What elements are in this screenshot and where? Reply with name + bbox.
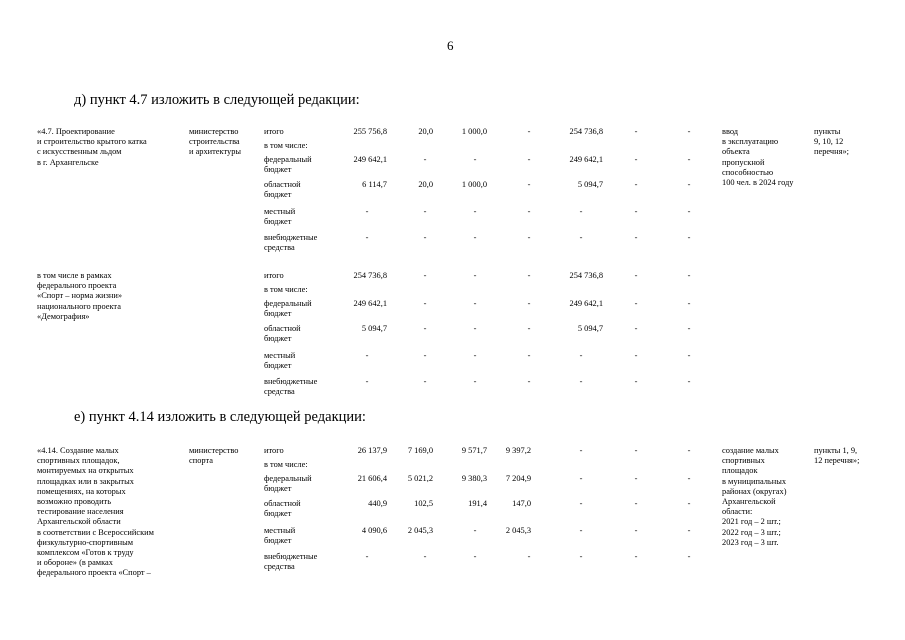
funding-source-label: местный бюджет — [264, 526, 296, 546]
value-cell: - — [579, 233, 583, 242]
value-cell: - — [579, 207, 583, 216]
value-cell: - — [634, 377, 638, 386]
value-cell: - — [527, 324, 531, 333]
page-number: 6 — [447, 38, 454, 53]
value-cell: - — [423, 155, 427, 164]
value-cell: - — [634, 127, 638, 136]
value-cell: - — [634, 499, 638, 508]
measure-title: в том числе в рамках федерального проекта «Спорт – норма жизни» национального проекта «Демография» — [37, 271, 123, 321]
value-cell: - — [687, 207, 691, 216]
value-cell: - — [579, 377, 583, 386]
value-cell: - — [579, 351, 583, 360]
value-cell: 21 606,4 — [357, 474, 387, 483]
value-cell: 440,9 — [368, 499, 387, 508]
value-cell: - — [634, 233, 638, 242]
value-cell: - — [687, 233, 691, 242]
value-cell: - — [579, 499, 583, 508]
measure-title: «4.14. Создание малых спортивных площадок, монтируемых на открытых площадках или в закрытых помещениях, на которых возможно проводить тестирование населения Архангельской области в соответствии с Всероссийским физкультурно-спортивным комплексом «Готов к труду и обороне» (в рамках федерального проекта «Спорт – — [37, 446, 154, 578]
value-cell: - — [579, 474, 583, 483]
value-cell: - — [634, 155, 638, 164]
value-cell: 7 169,0 — [407, 446, 433, 455]
value-cell: 9 380,3 — [461, 474, 487, 483]
value-cell: 4 090,6 — [361, 526, 387, 535]
value-cell: - — [687, 271, 691, 280]
value-cell: 191,4 — [468, 499, 487, 508]
value-cell: 102,5 — [414, 499, 433, 508]
funding-source-label: итого — [264, 446, 284, 455]
reference: пункты 9, 10, 12 перечня»; — [814, 127, 849, 157]
value-cell: - — [423, 377, 427, 386]
funding-source-label: федеральный бюджет — [264, 474, 312, 494]
value-cell: - — [634, 351, 638, 360]
value-cell: - — [687, 474, 691, 483]
result-indicator: ввод в эксплуатацию объекта пропускной способностью 100 чел. в 2024 году — [722, 127, 794, 188]
value-cell: - — [527, 377, 531, 386]
value-cell: - — [634, 446, 638, 455]
result-indicator: создание малых спортивных площадок в муниципальных районах (округах) Архангельской области: 2021 год – 2 шт.; 2022 год – 3 шт.; 2023 год – 3 шт. — [722, 446, 787, 547]
value-cell: 249 642,1 — [569, 299, 603, 308]
funding-source-label: областной бюджет — [264, 324, 301, 344]
value-cell: 1 000,0 — [461, 127, 487, 136]
reference: пункты 1, 9, 12 перечня»; — [814, 446, 860, 466]
value-cell: - — [473, 271, 477, 280]
value-cell: 20,0 — [418, 180, 433, 189]
value-cell: - — [687, 377, 691, 386]
value-cell: 255 756,8 — [353, 127, 387, 136]
value-cell: - — [473, 233, 477, 242]
value-cell: - — [365, 351, 369, 360]
value-cell: 2 045,3 — [407, 526, 433, 535]
funding-source-label: итого — [264, 127, 284, 136]
value-cell: - — [423, 207, 427, 216]
value-cell: - — [687, 324, 691, 333]
value-cell: - — [423, 233, 427, 242]
value-cell: - — [527, 271, 531, 280]
funding-source-label: в том числе: — [264, 285, 308, 294]
value-cell: - — [527, 155, 531, 164]
value-cell: 254 736,8 — [569, 271, 603, 280]
section-heading: е) пункт 4.14 изложить в следующей редакции: — [74, 409, 366, 425]
value-cell: - — [687, 446, 691, 455]
value-cell: - — [579, 552, 583, 561]
value-cell: - — [687, 180, 691, 189]
value-cell: 1 000,0 — [461, 180, 487, 189]
funding-source-label: областной бюджет — [264, 180, 301, 200]
value-cell: - — [473, 552, 477, 561]
value-cell: - — [634, 180, 638, 189]
value-cell: - — [527, 127, 531, 136]
value-cell: - — [423, 299, 427, 308]
value-cell: 249 642,1 — [353, 155, 387, 164]
value-cell: 254 736,8 — [353, 271, 387, 280]
value-cell: 254 736,8 — [569, 127, 603, 136]
value-cell: - — [579, 446, 583, 455]
value-cell: - — [365, 233, 369, 242]
value-cell: - — [423, 351, 427, 360]
funding-source-label: федеральный бюджет — [264, 155, 312, 175]
executor: министерство строительства и архитектуры — [189, 127, 242, 157]
value-cell: - — [634, 552, 638, 561]
value-cell: 6 114,7 — [362, 180, 387, 189]
value-cell: - — [527, 351, 531, 360]
value-cell: - — [365, 377, 369, 386]
value-cell: - — [687, 127, 691, 136]
value-cell: - — [473, 526, 477, 535]
value-cell: 5 021,2 — [407, 474, 433, 483]
value-cell: - — [423, 552, 427, 561]
funding-source-label: в том числе: — [264, 460, 308, 469]
funding-source-label: в том числе: — [264, 141, 308, 150]
funding-source-label: областной бюджет — [264, 499, 301, 519]
executor: министерство спорта — [189, 446, 239, 466]
funding-source-label: внебюджетные средства — [264, 377, 318, 397]
value-cell: - — [473, 207, 477, 216]
measure-title: «4.7. Проектирование и строительство крытого катка с искусственным льдом в г. Архангельске — [37, 127, 147, 167]
section-heading: д) пункт 4.7 изложить в следующей редакции: — [74, 92, 360, 108]
funding-source-label: местный бюджет — [264, 351, 296, 371]
value-cell: 249 642,1 — [569, 155, 603, 164]
value-cell: - — [687, 552, 691, 561]
value-cell: - — [527, 299, 531, 308]
value-cell: - — [634, 526, 638, 535]
value-cell: - — [634, 474, 638, 483]
value-cell: - — [634, 324, 638, 333]
value-cell: - — [473, 377, 477, 386]
value-cell: 5 094,7 — [577, 324, 603, 333]
value-cell: - — [473, 155, 477, 164]
value-cell: - — [527, 552, 531, 561]
value-cell: - — [473, 299, 477, 308]
funding-source-label: внебюджетные средства — [264, 233, 318, 253]
value-cell: - — [365, 552, 369, 561]
value-cell: - — [473, 351, 477, 360]
value-cell: - — [634, 299, 638, 308]
value-cell: 249 642,1 — [353, 299, 387, 308]
value-cell: - — [365, 207, 369, 216]
funding-source-label: местный бюджет — [264, 207, 296, 227]
value-cell: - — [687, 299, 691, 308]
value-cell: 20,0 — [418, 127, 433, 136]
value-cell: - — [579, 526, 583, 535]
funding-source-label: итого — [264, 271, 284, 280]
funding-source-label: федеральный бюджет — [264, 299, 312, 319]
value-cell: - — [527, 233, 531, 242]
value-cell: - — [423, 324, 427, 333]
value-cell: - — [527, 207, 531, 216]
value-cell: 9 397,2 — [505, 446, 531, 455]
value-cell: - — [687, 499, 691, 508]
value-cell: 5 094,7 — [361, 324, 387, 333]
value-cell: - — [423, 271, 427, 280]
value-cell: 9 571,7 — [461, 446, 487, 455]
value-cell: - — [634, 207, 638, 216]
value-cell: - — [473, 324, 477, 333]
value-cell: - — [687, 526, 691, 535]
value-cell: - — [687, 155, 691, 164]
value-cell: - — [527, 180, 531, 189]
value-cell: 26 137,9 — [357, 446, 387, 455]
value-cell: 5 094,7 — [577, 180, 603, 189]
value-cell: 2 045,3 — [505, 526, 531, 535]
value-cell: 7 204,9 — [505, 474, 531, 483]
value-cell: - — [687, 351, 691, 360]
value-cell: 147,0 — [512, 499, 531, 508]
value-cell: - — [634, 271, 638, 280]
funding-source-label: внебюджетные средства — [264, 552, 318, 572]
